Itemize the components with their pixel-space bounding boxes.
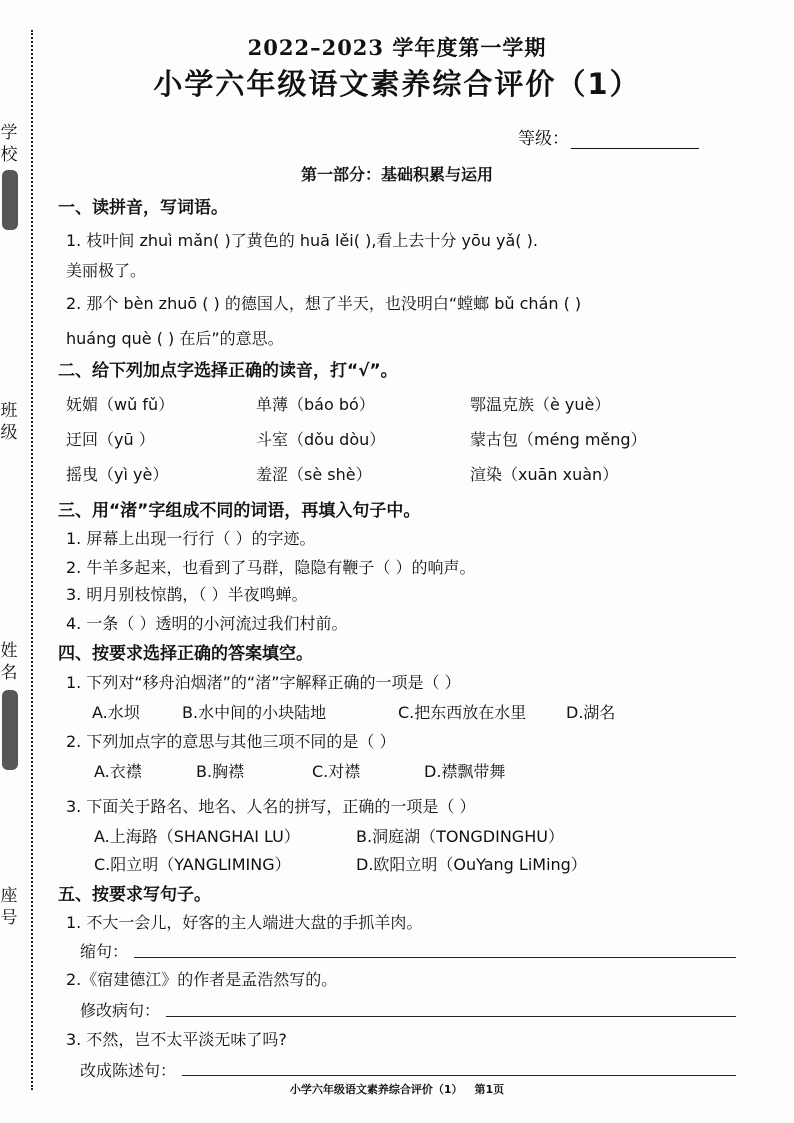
s2-item: 渲染（xuān xuàn） [470, 465, 619, 484]
section-3-heading: 三、用“渚”字组成不同的词语，再填入句子中。 [58, 501, 421, 521]
s2-item: 蒙古包（méng měng） [470, 430, 647, 449]
s5-question-1: 1. 不大一会儿，好客的主人端进大盘的手抓羊肉。 [66, 913, 423, 932]
s4-q1-option-a: A.水坝 [92, 703, 140, 722]
s3-item: 3. 明月别枝惊鹊，（ ）半夜鸣蝉。 [66, 585, 308, 604]
school-label: 学校 [0, 123, 18, 165]
s2-item: 鄂温克族（è yuè） [470, 395, 611, 414]
s4-question-1: 1. 下列对“移舟泊烟渚”的“渚”字解释正确的一项是（ ） [66, 673, 461, 692]
page-title: 小学六年级语文素养综合评价（1） [153, 67, 641, 101]
s5-q3-label: 改成陈述句： [80, 1061, 177, 1080]
s4-q1-option-d: D.湖名 [566, 703, 616, 722]
s4-q3-option-b: B.洞庭湖（TONGDINGHU） [356, 827, 564, 846]
part-title: 第一部分：基础积累与运用 [300, 165, 493, 184]
s2-item: 妩媚（wǔ fǔ） [66, 395, 175, 414]
s4-q1-option-c: C.把东西放在水里 [398, 703, 527, 722]
s4-q2-option-d: D.襟飘带舞 [424, 762, 506, 781]
s2-item: 摇曳（yì yè） [66, 465, 169, 484]
s5-q3-answer-line[interactable] [182, 1074, 736, 1076]
s4-q3-option-a: A.上海路（SHANGHAI LU） [94, 827, 300, 846]
footer-title: 小学六年级语文素养综合评价（1） [289, 1083, 463, 1096]
academic-year: 2022–2023 学年度第一学期 [247, 35, 547, 60]
s1-question-2: 2. 那个 bèn zhuō ( ) 的德国人，想了半天，也没明白“螳螂 bǔ chán ( ) [66, 294, 582, 313]
s1-question-1-cont: 美丽极了。 [66, 261, 147, 280]
section-5-heading: 五、按要求写句子。 [58, 885, 211, 905]
grade-blank[interactable] [571, 130, 699, 149]
s2-item: 迂回（yū ） [66, 430, 155, 449]
s5-question-3: 3. 不然，岂不太平淡无味了吗? [66, 1030, 287, 1049]
name-label: 姓名 [0, 641, 18, 683]
s5-q2-answer-line[interactable] [166, 1015, 736, 1017]
section-1-heading: 一、读拼音，写词语。 [58, 198, 228, 218]
name-field [2, 690, 18, 770]
grade-field [518, 124, 699, 149]
page-number: 第1页 [474, 1083, 505, 1096]
class-label: 班级 [0, 401, 18, 443]
s4-question-2: 2. 下列加点字的意思与其他三项不同的是（ ） [66, 732, 396, 751]
s3-item: 2. 牛羊多起来，也看到了马群，隐隐有鞭子（ ）的响声。 [66, 558, 476, 577]
section-2-heading: 二、给下列加点字选择正确的读音，打“√”。 [58, 361, 398, 381]
s5-q1-answer-line[interactable] [134, 956, 736, 958]
s5-q1-label: 缩句： [80, 942, 129, 961]
s3-item: 1. 屏幕上出现一行行（ ）的字迹。 [66, 529, 316, 548]
s1-question-1: 1. 枝叶间 zhuì mǎn( )了黄色的 huā lěi( ),看上去十分 yōu yǎ( ). [66, 231, 538, 250]
s1-question-2-cont: huáng què ( ) 在后”的意思。 [66, 329, 284, 348]
s4-q3-option-c: C.阳立明（YANGLIMING） [94, 855, 291, 874]
s4-q2-option-b: B.胸襟 [196, 762, 245, 781]
s3-item: 4. 一条（ ）透明的小河流过我们村前。 [66, 614, 348, 633]
page-footer [0, 1081, 794, 1097]
s2-item: 单薄（báo bó） [256, 395, 375, 414]
s4-q2-option-a: A.衣襟 [94, 762, 142, 781]
grade-label: 等级： [518, 129, 569, 149]
s5-q2-label: 修改病句： [80, 1001, 161, 1020]
s4-q2-option-c: C.对襟 [312, 762, 361, 781]
section-4-heading: 四、按要求选择正确的答案填空。 [58, 644, 313, 664]
s5-question-2: 2.《宿建德江》的作者是孟浩然写的。 [66, 970, 338, 989]
seat-label: 座号 [0, 886, 18, 928]
s4-question-3: 3. 下面关于路名、地名、人名的拼写，正确的一项是（ ） [66, 797, 476, 816]
s4-q1-option-b: B.水中间的小块陆地 [182, 703, 327, 722]
fold-line [31, 30, 33, 1090]
s4-q3-option-d: D.欧阳立明（OuYang LiMing） [356, 855, 587, 874]
s2-item: 斗室（dǒu dòu） [256, 430, 386, 449]
s2-item: 羞涩（sè shè） [256, 465, 372, 484]
